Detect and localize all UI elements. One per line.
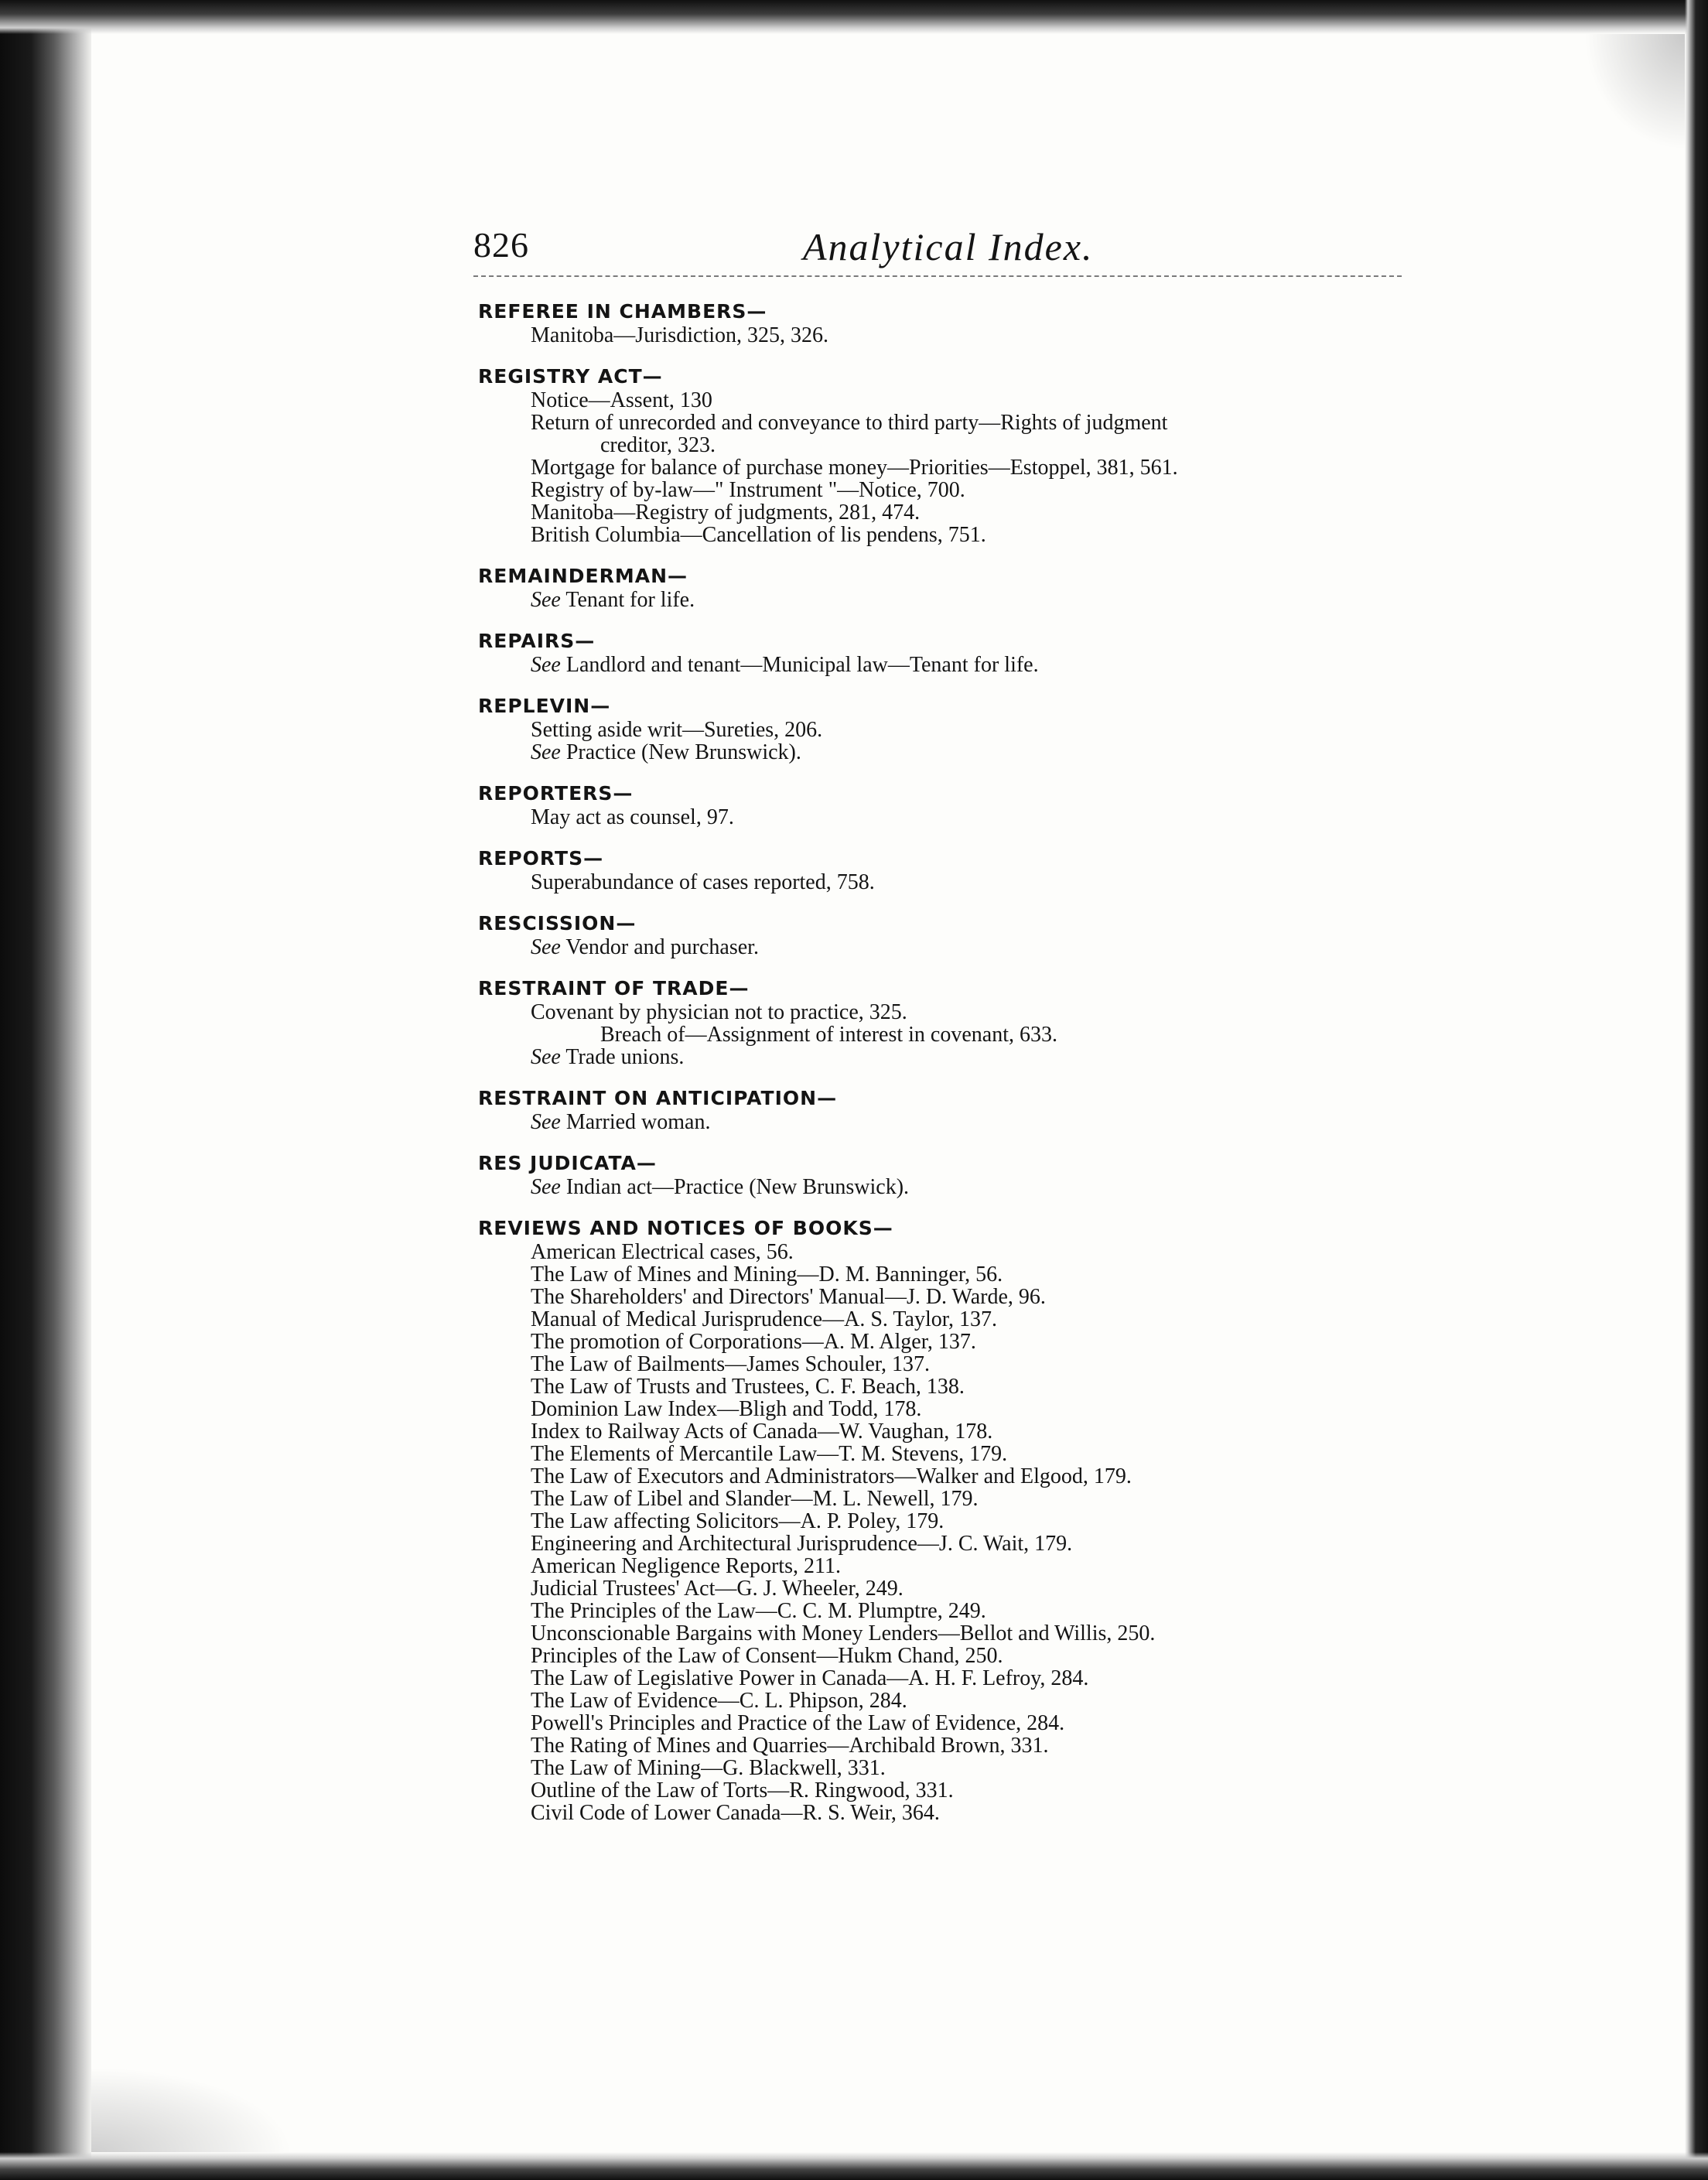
entry-line-text: Manitoba—Registry of judgments, 281, 474.: [531, 501, 921, 524]
index-entry: [473, 299, 1402, 347]
index-entry: [473, 563, 1402, 611]
entry-line-text: The Elements of Mercantile Law—T. M. Stevens, 179.: [531, 1442, 1008, 1466]
entry-line: [531, 1398, 1402, 1420]
entry-heading: REPLEVIN—: [478, 695, 611, 717]
entry-line: [531, 1046, 1402, 1068]
entry-line-text: The Law of Trusts and Trustees, C. F. Beach, 138.: [531, 1375, 965, 1399]
index-entry: [473, 364, 1402, 546]
entry-line: [531, 324, 1402, 347]
index-entry: [473, 1150, 1402, 1198]
index-entry: [473, 781, 1402, 829]
entry-line: [531, 1645, 1402, 1667]
entry-line-text: Registry of by-law—" Instrument "—Notice, 700.: [531, 478, 965, 502]
index-entries: [473, 299, 1402, 1824]
entry-line-text: Manual of Medical Jurisprudence—A. S. Taylor, 137.: [531, 1307, 997, 1331]
entry-line-text: Judicial Trustees' Act—G. J. Wheeler, 249.: [531, 1577, 904, 1601]
entry-heading: REFEREE IN CHAMBERS—: [478, 300, 767, 323]
entry-line: [531, 1802, 1402, 1824]
entry-line-text: The Law of Evidence—C. L. Phipson, 284.: [531, 1689, 907, 1713]
entry-line: [531, 1263, 1402, 1286]
entry-line: [531, 1176, 1402, 1198]
see-reference-marker: See: [531, 740, 561, 764]
entry-line-text: American Electrical cases, 56.: [531, 1240, 794, 1264]
entry-line: [531, 1111, 1402, 1133]
see-reference-marker: See: [531, 653, 561, 677]
page-number: 826: [473, 225, 529, 265]
entry-line-text: Index to Railway Acts of Canada—W. Vaughan, 178.: [531, 1420, 993, 1444]
entry-line-text: Superabundance of cases reported, 758.: [531, 870, 875, 894]
scan-edge-top: [0, 0, 1708, 34]
entry-line-text: Outline of the Law of Torts—R. Ringwood, 331.: [531, 1779, 954, 1802]
entry-line-text: Powell's Principles and Practice of the Law of Evidence, 284.: [531, 1711, 1065, 1735]
entry-line: [531, 1600, 1402, 1622]
entry-line: [531, 1286, 1402, 1308]
entry-line-text: Dominion Law Index—Bligh and Todd, 178.: [531, 1397, 922, 1421]
entry-line: [600, 1023, 1402, 1046]
entry-heading: REVIEWS AND NOTICES OF BOOKS—: [478, 1217, 893, 1239]
entry-line-text: Mortgage for balance of purchase money—Priorities—Estoppel, 381, 561.: [531, 456, 1178, 480]
entry-line: [531, 1375, 1402, 1398]
entry-line: [531, 654, 1402, 676]
entry-line-text: The Principles of the Law—C. C. M. Plumptre, 249.: [531, 1599, 986, 1623]
see-reference-marker: See: [531, 588, 561, 612]
see-reference-marker: See: [531, 1045, 561, 1069]
entry-line-text: May act as counsel, 97.: [531, 805, 734, 829]
entry-heading: REGISTRY ACT—: [478, 365, 663, 388]
index-entry: [473, 1215, 1402, 1824]
entry-line-text: The Law affecting Solicitors—A. P. Poley, 179.: [531, 1509, 945, 1533]
entry-line-text: The Law of Executors and Administrators—Walker and Elgood, 179.: [531, 1464, 1132, 1488]
page-title: Analytical Index.: [803, 225, 1094, 268]
entry-line: [531, 412, 1402, 434]
entry-line: [531, 1577, 1402, 1600]
entry-line-text: The Shareholders' and Directors' Manual—J. D. Warde, 96.: [531, 1285, 1046, 1309]
entry-line: [531, 1510, 1402, 1532]
entry-line-text: creditor, 323.: [600, 433, 716, 457]
entry-line-text: Setting aside writ—Sureties, 206.: [531, 718, 823, 742]
index-page: [473, 224, 1402, 1841]
entry-heading: RES JUDICATA—: [478, 1152, 657, 1174]
entry-line-text: The Law of Libel and Slander—M. L. Newell, 179.: [531, 1487, 979, 1511]
entry-line: [531, 936, 1402, 958]
entry-line: [531, 479, 1402, 501]
entry-line-text: American Negligence Reports, 211.: [531, 1554, 841, 1578]
entry-line: [531, 1622, 1402, 1645]
entry-heading: REPORTS—: [478, 847, 604, 870]
scan-edge-left: [0, 0, 91, 2180]
entry-line: [531, 1712, 1402, 1734]
entry-heading: RESTRAINT OF TRADE—: [478, 977, 750, 999]
running-head: [473, 224, 1402, 277]
entry-line-text: The Law of Mining—G. Blackwell, 331.: [531, 1756, 886, 1780]
entry-line-text: Tenant for life.: [565, 588, 695, 612]
entry-heading: RESCISSION—: [478, 912, 637, 935]
entry-line: [531, 1308, 1402, 1331]
entry-line-text: Breach of—Assignment of interest in covenant, 633.: [600, 1023, 1057, 1047]
see-reference-marker: See: [531, 1175, 561, 1199]
entry-line: [531, 1555, 1402, 1577]
scan-edge-bottom: [0, 2152, 1708, 2180]
entry-line: [531, 1420, 1402, 1443]
entry-line-text: Unconscionable Bargains with Money Lenders—Bellot and Willis, 250.: [531, 1621, 1156, 1645]
entry-line-text: British Columbia—Cancellation of lis pendens, 751.: [531, 523, 986, 547]
entry-line: [531, 1331, 1402, 1353]
entry-heading: REPAIRS—: [478, 630, 596, 652]
index-entry: [473, 693, 1402, 764]
entry-heading: REMAINDERMAN—: [478, 565, 688, 587]
entry-line-text: Covenant by physician not to practice, 325.: [531, 1000, 907, 1024]
entry-line-text: Manitoba—Jurisdiction, 325, 326.: [531, 323, 828, 347]
entry-line-text: The Law of Bailments—James Schouler, 137.: [531, 1352, 930, 1376]
entry-line-text: The Rating of Mines and Quarries—Archibald Brown, 331.: [531, 1734, 1049, 1758]
entry-heading: RESTRAINT ON ANTICIPATION—: [478, 1087, 838, 1109]
entry-line-text: Return of unrecorded and conveyance to third party—Rights of judgment: [531, 411, 1168, 435]
entry-line: [531, 1667, 1402, 1690]
entry-line: [531, 524, 1402, 546]
scan-smudge-top-right: [1584, 34, 1685, 150]
entry-line: [531, 589, 1402, 611]
entry-line: [531, 1488, 1402, 1510]
entry-line: [531, 719, 1402, 741]
entry-line: [531, 871, 1402, 894]
entry-line-text: Vendor and purchaser.: [565, 935, 759, 959]
entry-line: [531, 1001, 1402, 1023]
entry-line: [531, 456, 1402, 479]
scan-smudge-bottom-left: [91, 2067, 292, 2152]
entry-line: [531, 806, 1402, 829]
entry-line: [600, 434, 1402, 456]
entry-line-text: Married woman.: [565, 1110, 711, 1134]
index-entry: [473, 911, 1402, 958]
entry-line: [531, 1443, 1402, 1465]
entry-line-text: Principles of the Law of Consent—Hukm Chand, 250.: [531, 1644, 1003, 1668]
entry-line-text: Notice—Assent, 130: [531, 388, 712, 412]
entry-line-text: Engineering and Architectural Jurisprudence—J. C. Wait, 179.: [531, 1532, 1073, 1556]
entry-line-text: Practice (New Brunswick).: [565, 740, 801, 764]
entry-line: [531, 1532, 1402, 1555]
entry-line: [531, 1757, 1402, 1779]
entry-line: [531, 1241, 1402, 1263]
entry-line-text: The Law of Legislative Power in Canada—A. H. F. Lefroy, 284.: [531, 1666, 1089, 1690]
entry-line: [531, 1734, 1402, 1757]
entry-line-text: The Law of Mines and Mining—D. M. Banninger, 56.: [531, 1263, 1003, 1286]
entry-line: [531, 1465, 1402, 1488]
entry-line: [531, 501, 1402, 524]
entry-line: [531, 389, 1402, 412]
entry-heading: REPORTERS—: [478, 782, 634, 805]
entry-line: [531, 1779, 1402, 1802]
entry-line-text: Indian act—Practice (New Brunswick).: [565, 1175, 910, 1199]
index-entry: [473, 1085, 1402, 1133]
entry-line-text: Landlord and tenant—Municipal law—Tenant for life.: [565, 653, 1039, 677]
see-reference-marker: See: [531, 1110, 561, 1134]
index-entry: [473, 846, 1402, 894]
see-reference-marker: See: [531, 935, 561, 959]
scan-edge-right: [1685, 0, 1708, 2180]
index-entry: [473, 628, 1402, 676]
entry-line-text: The promotion of Corporations—A. M. Alger, 137.: [531, 1330, 976, 1354]
entry-line-text: Trade unions.: [565, 1045, 685, 1069]
entry-line: [531, 1690, 1402, 1712]
entry-line: [531, 1353, 1402, 1375]
entry-line-text: Civil Code of Lower Canada—R. S. Weir, 364.: [531, 1801, 940, 1825]
index-entry: [473, 976, 1402, 1068]
entry-line: [531, 741, 1402, 764]
